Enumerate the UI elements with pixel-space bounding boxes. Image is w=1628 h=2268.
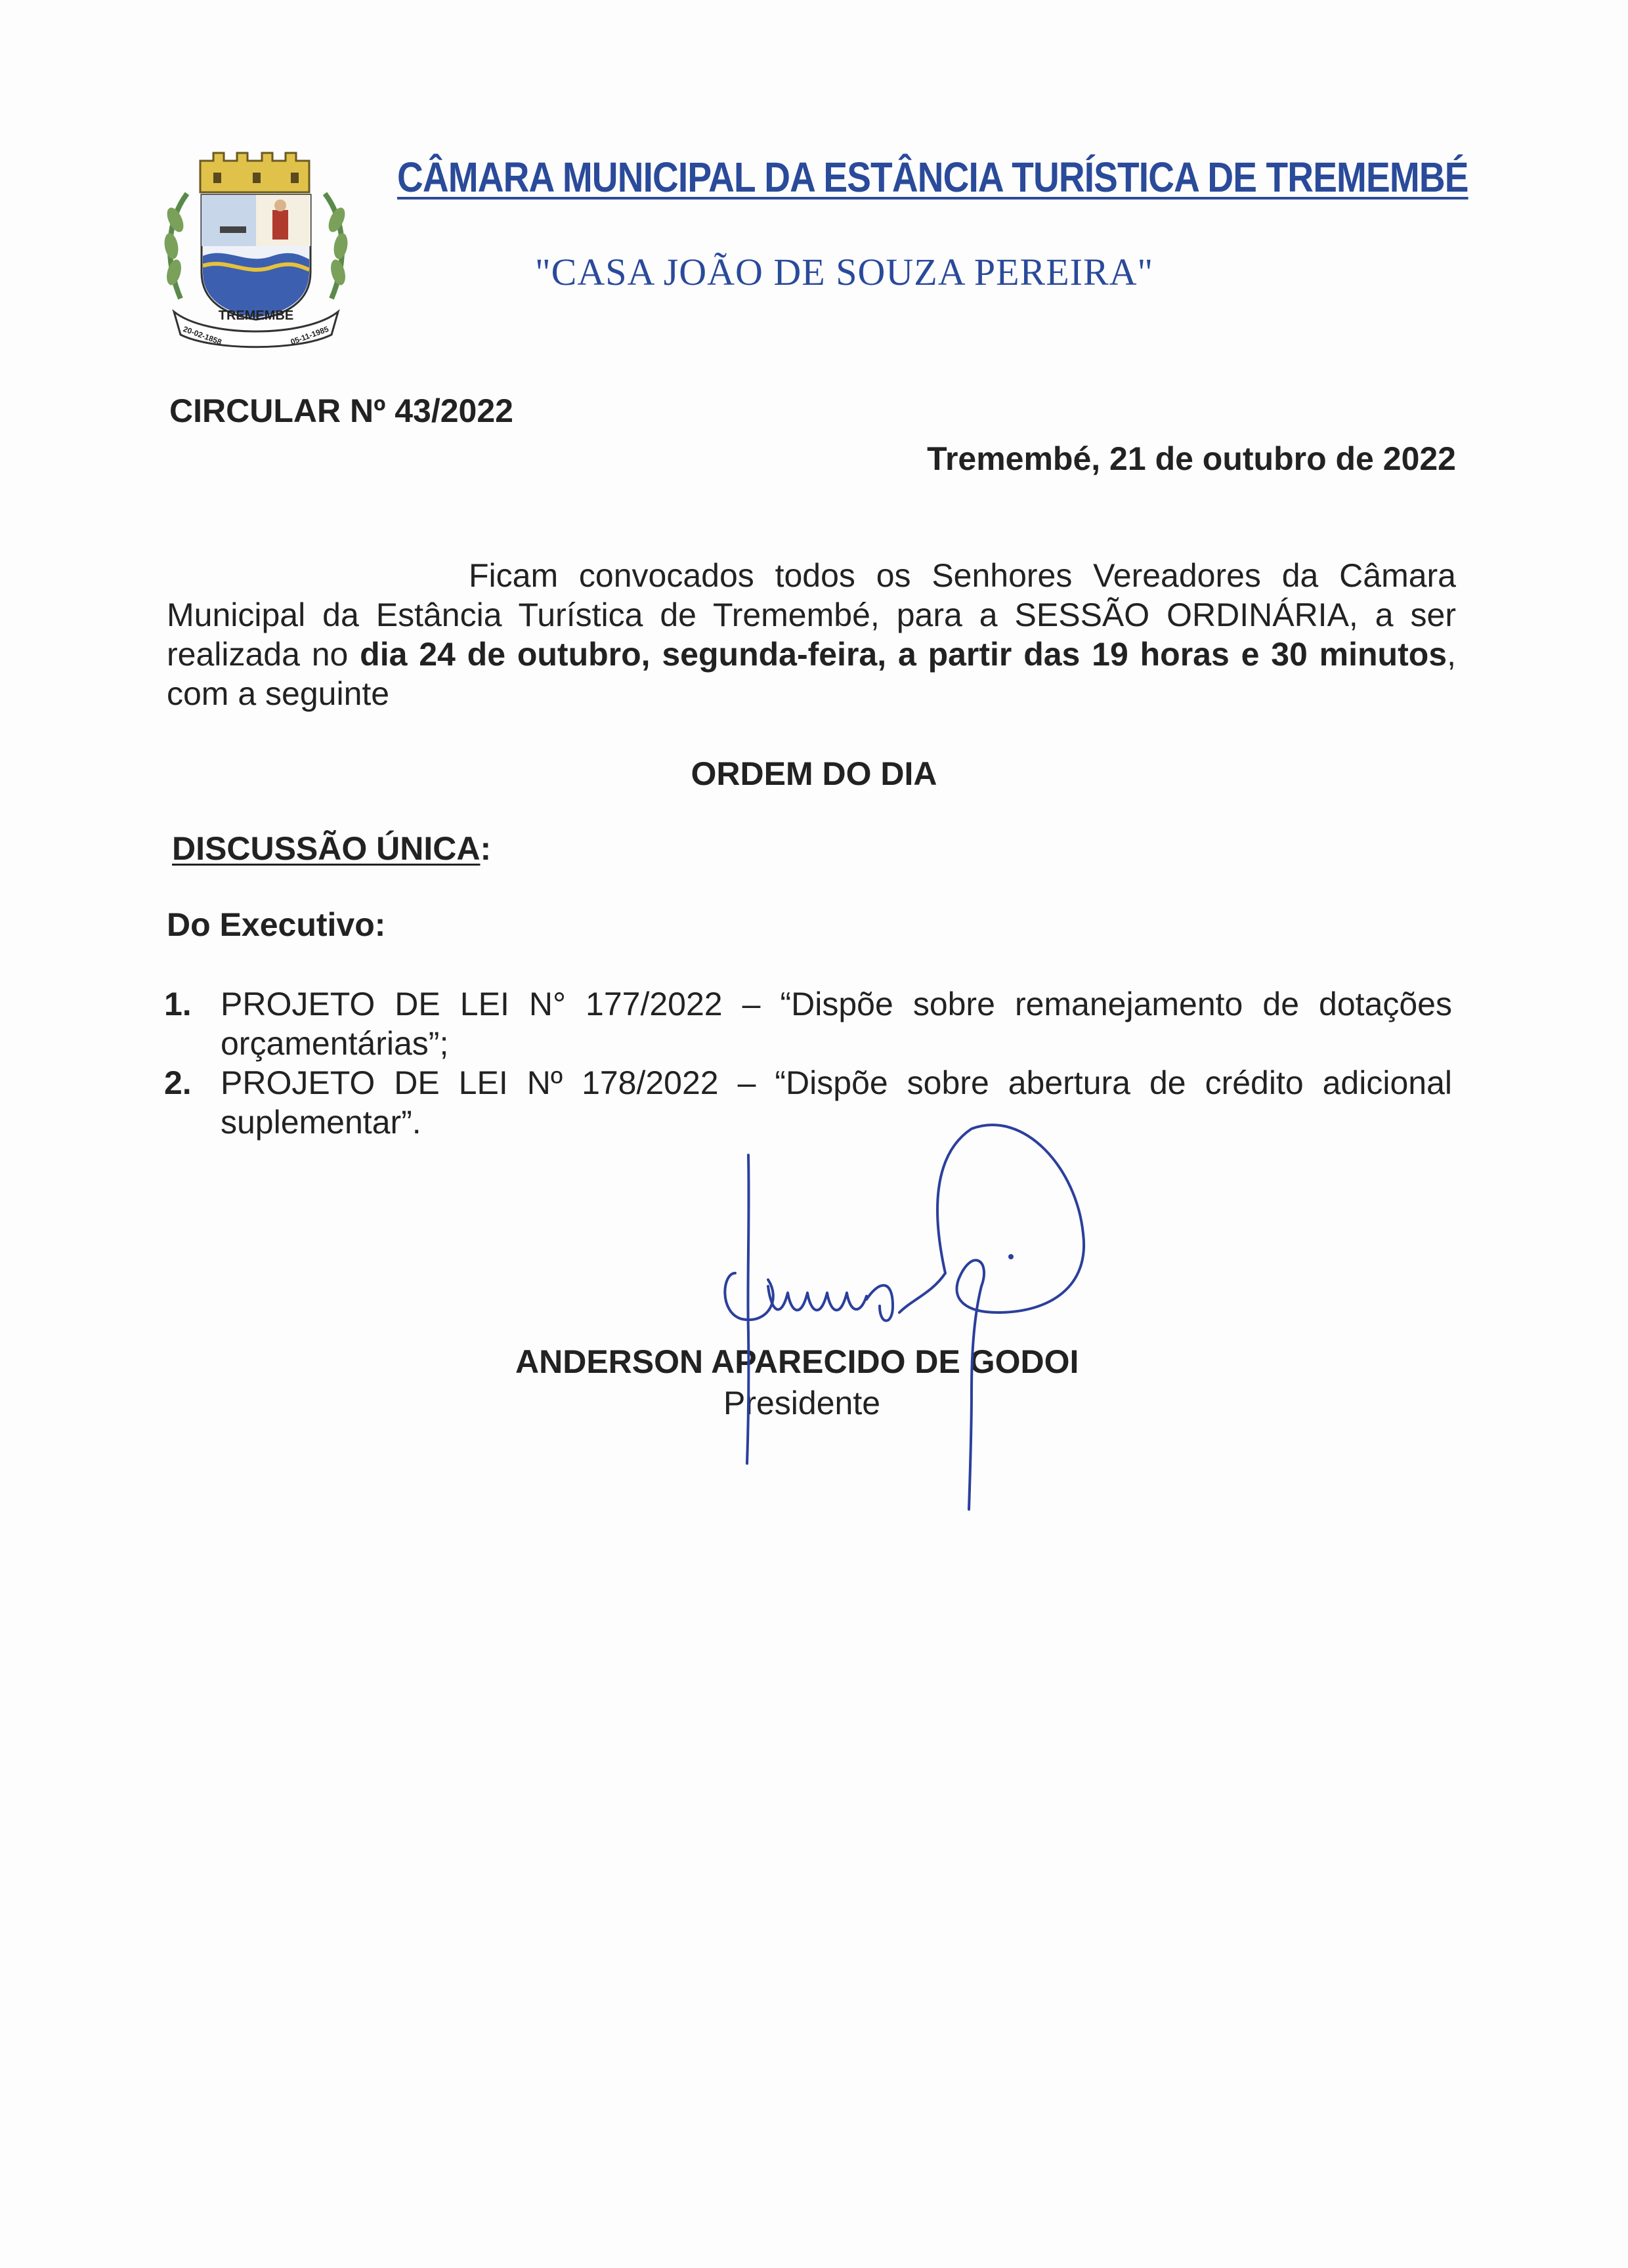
municipal-crest-logo <box>161 148 351 351</box>
list-item-text: PROJETO DE LEI N° 177/2022 – “Dispõe sobre remanejamento de dotações orçamentárias”; <box>221 986 1452 1062</box>
discussion-heading <box>172 828 491 869</box>
crest-date-right: 05-11-1985 <box>289 324 330 347</box>
paragraph-text-end: , com a seguinte <box>167 636 1456 712</box>
org-title: CÂMARA MUNICIPAL DA ESTÂNCIA TURÍSTICA DE TREMEMBÉ <box>397 154 1468 201</box>
handwritten-signature <box>683 1116 1129 1522</box>
date-line: Tremembé, 21 de outubro de 2022 <box>927 440 1456 477</box>
org-subtitle: "CASA JOÃO DE SOUZA PEREIRA" <box>535 251 1154 293</box>
convocation-paragraph <box>167 556 1456 713</box>
discussion-heading-label: DISCUSSÃO ÚNICA <box>172 830 481 867</box>
list-item-text: PROJETO DE LEI Nº 178/2022 – “Dispõe sobre abertura de crédito adicional suplementar”. <box>221 1064 1452 1141</box>
signatory-role: Presidente <box>723 1385 881 1421</box>
signatory-name: ANDERSON APARECIDO DE GODOI <box>515 1343 1079 1380</box>
list-item-number: 1. <box>164 986 192 1022</box>
list-item-number: 2. <box>164 1064 192 1101</box>
circular-number: CIRCULAR Nº 43/2022 <box>169 392 513 429</box>
paragraph-text-start: Ficam convocados todos os Senhores Vereadores da Câmara Municipal da Estância Turística de Tremembé, para a SESSÃO ORDINÁRIA, a ser realizada no <box>167 557 1456 673</box>
section-title: ORDEM DO DIA <box>691 755 937 792</box>
discussion-heading-suffix: : <box>480 830 492 867</box>
origin-label: Do Executivo: <box>167 906 386 943</box>
crest-ribbon-text: TREMEMBÉ <box>218 308 294 323</box>
crest-date-left: 20-02-1858 <box>182 324 223 347</box>
list-item <box>164 984 1452 1063</box>
paragraph-session-datetime: dia 24 de outubro, segunda-feira, a partir das 19 horas e 30 minutos <box>360 636 1447 673</box>
